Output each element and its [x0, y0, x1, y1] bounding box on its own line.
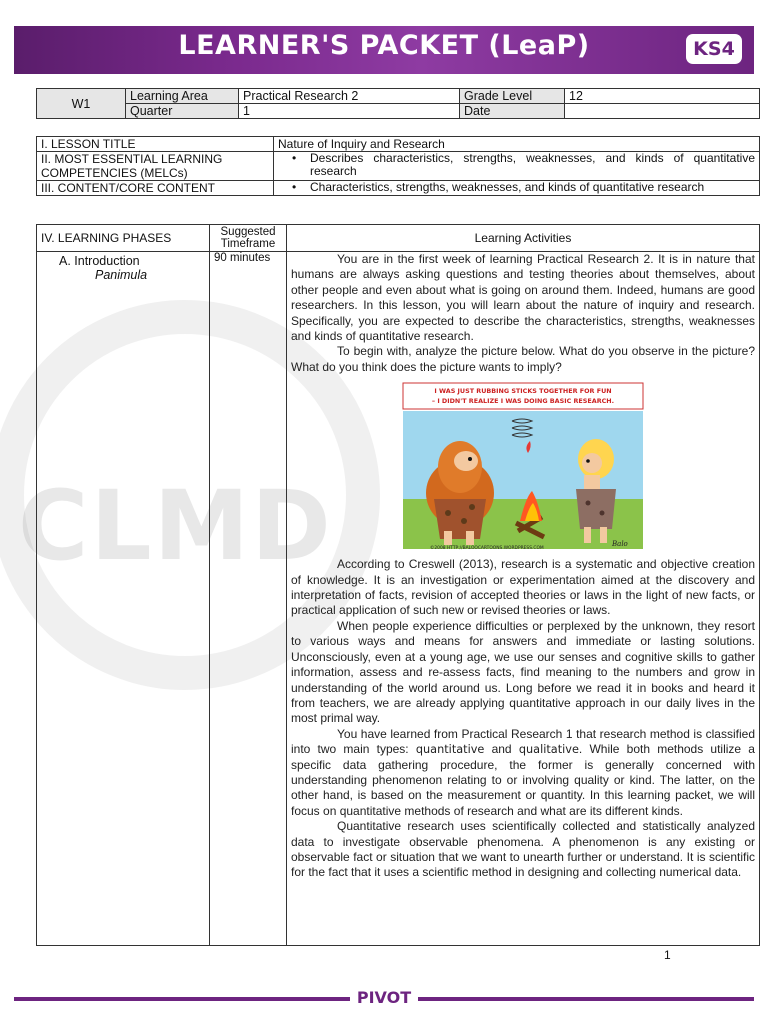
melcs-value: • Describes characteristics, strengths, weaknesses, and kinds of quantitative research — [274, 152, 760, 181]
pivot-logo: PIVOT — [350, 986, 418, 1010]
content-value: • Characteristics, strengths, weaknesses, and kinds of quantitative research — [274, 181, 760, 196]
text-span: and — [484, 742, 519, 757]
date-value — [565, 104, 760, 119]
cartoon-credit: ©2008 HTTP://BALOOCARTOONS.WORDPRESS.COM — [430, 546, 544, 552]
paragraph: To begin with, analyze the picture below. What do you observe in the picture? What do you think does the picture wants to imply? — [291, 344, 755, 374]
learning-area-label: Learning Area — [126, 89, 239, 104]
phase-cell — [37, 252, 210, 946]
grade-level-value: 12 — [565, 89, 760, 104]
learning-area-value: Practical Research 2 — [239, 89, 460, 104]
caveman-cartoon — [400, 381, 646, 553]
keyword-qualitative: qualitative — [518, 743, 579, 757]
page-number: 1 — [664, 948, 671, 962]
paragraph-types — [291, 727, 755, 819]
paragraph: You are in the first week of learning Practical Research 2. It is in nature that humans are always asking questions and testing theories about themselves, about other people and even about what is going on around them. Indeed, humans are good researchers. In this lesson, you will learn about the nature of inquiry and research. Specifically, you are expected to describe the characteristics, strengths, weaknesses and kinds of quantitative research. — [291, 252, 755, 344]
timeframe-header: Suggested Timeframe — [210, 225, 287, 252]
paragraph: Quantitative research uses scientifically collected and statistically analyzed data to investigate observable phenomena. A phenomenon is any existing or observable fact or situation that we want to unearth further or understand. It is scientific for the fact that it uses a scientific method in designing and collecting numerical data. — [291, 819, 755, 880]
keyword-quantitative: quantitative — [415, 743, 485, 757]
timeframe-cell: 90 minutes — [210, 252, 287, 946]
grade-level-label: Grade Level — [460, 89, 565, 104]
text-span: You have learned from Practical Research 1 that research method is classified into two main types: — [291, 726, 755, 757]
watermark-text: CLMD — [18, 470, 333, 582]
date-label: Date — [460, 104, 565, 119]
lesson-title-value: Nature of Inquiry and Research — [274, 137, 760, 152]
quarter-value: 1 — [239, 104, 460, 119]
melcs-label: II. MOST ESSENTIAL LEARNING COMPETENCIES (MELCs) — [37, 152, 274, 181]
learning-phases-table — [36, 224, 760, 946]
cartoon-caption-line1: I WAS JUST RUBBING STICKS TOGETHER FOR FUN — [434, 387, 612, 396]
activities-cell — [287, 252, 760, 946]
ks-badge: KS4 — [686, 34, 742, 64]
paragraph: When people experience difficulties or perplexed by the unknown, they resort to various ways and means for answers and immediate or lasting solutions. Unconsciously, even at a young age, we use our senses and cognitive skills to gather information, assess and re-assess facts, find meaning to the numbers and grow in understanding of the world around us. Long before we read it in books and heard it from teachers, we are already applying quantitative approach in our daily lives in the most primal way. — [291, 618, 755, 726]
text-span: . While both methods utilize a specific data gathering procedure, the former is generally concerned with understanding phenomenon relating to or involving quality or kind. The latter, on the other hand, is based on the measurement or quantity. In this learning packet, we will focus on quantitative methods of research and what are its different kinds. — [291, 742, 755, 818]
cartoon-signature: Balo — [612, 540, 628, 549]
week-label: W1 — [37, 89, 126, 119]
lesson-table — [36, 136, 760, 196]
intro-sub: Panimula — [95, 268, 148, 282]
quarter-label: Quarter — [126, 104, 239, 119]
phases-header: IV. LEARNING PHASES — [37, 225, 210, 252]
leap-banner — [14, 26, 754, 74]
paragraph: According to Creswell (2013), research is a systematic and objective creation of knowledge. It is an investigation or experimentation aimed at the discovery and interpretation of facts, revision of accepted theories or laws in the light of new facts, or practical application of such new or revised theories or laws. — [291, 557, 755, 618]
activities-header: Learning Activities — [287, 225, 760, 252]
content-label: III. CONTENT/CORE CONTENT — [37, 181, 274, 196]
lesson-title-label: I. LESSON TITLE — [37, 137, 274, 152]
intro-label: A. Introduction — [59, 254, 140, 268]
cartoon-caption-line2: – I DIDN'T REALIZE I WAS DOING BASIC RESEARCH. — [431, 397, 615, 406]
banner-title: LEARNER'S PACKET (LeaP) — [178, 30, 590, 61]
header-table — [36, 88, 760, 119]
